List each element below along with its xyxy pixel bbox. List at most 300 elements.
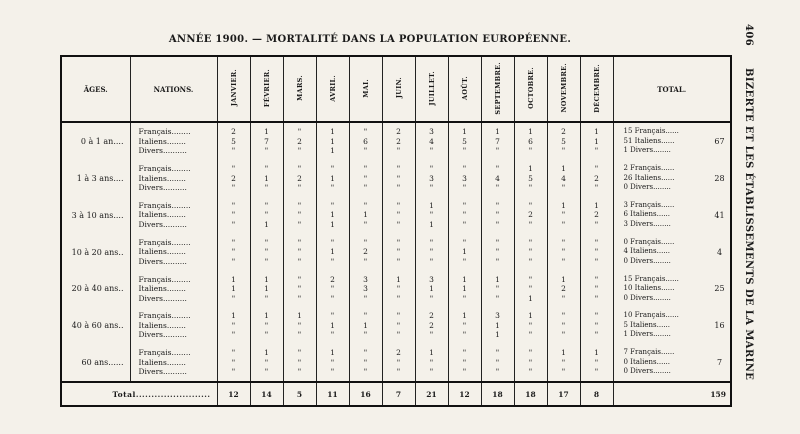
count-value: " [594,164,599,174]
month-cell [481,122,514,160]
count-value: " [429,357,434,367]
count-value: 1 [462,284,467,294]
count-value: " [594,320,599,330]
col-month: DÉCEMBRE. [580,56,613,122]
nation-label: Italiens........ [138,247,186,257]
count-value: " [561,311,566,321]
totals-row [61,382,731,406]
count-value: " [297,219,302,229]
count-value: " [495,200,500,210]
count-value: " [495,219,500,229]
count-value: " [528,200,533,210]
month-cell [514,234,547,271]
nation-label: Divers.......... [138,146,187,156]
month-cell [316,197,349,234]
count-value: 1 [462,274,467,284]
count-value: " [561,237,566,247]
count-value: " [297,237,302,247]
count-value: " [495,256,500,266]
group-total: 28 [714,173,725,183]
month-cell [349,197,382,234]
nation-label: Italiens........ [138,284,186,294]
count-value: 1 [330,348,335,358]
total-entry: 10 Français...... [623,311,679,320]
month-cell [448,122,481,160]
total-entry: 7 Français...... [623,348,675,357]
count-value: 2 [231,173,236,183]
group-total: 67 [714,136,725,146]
count-value: 1 [594,348,599,358]
month-cell [547,160,580,197]
count-value: " [330,237,335,247]
age-group-row [61,234,731,271]
count-value: 3 [429,127,434,137]
total-entry: 0 Italiens...... [623,357,671,366]
count-value: 1 [231,311,236,321]
month-cell [382,122,415,160]
count-value: " [495,348,500,358]
count-value: " [396,164,401,174]
count-value: " [264,247,269,257]
count-value: " [396,320,401,330]
month-cell [217,122,250,160]
month-cell [382,344,415,382]
month-cell [382,270,415,307]
count-value: 1 [264,348,269,358]
count-value: " [396,183,401,193]
age-label: 0 à 1 an.... [80,136,124,146]
total-entry: 15 Français...... [623,274,679,283]
count-value: " [429,210,434,220]
count-value: 1 [264,127,269,137]
total-entry: 2 Français...... [623,164,675,173]
count-value: 1 [561,274,566,284]
month-cell [481,234,514,271]
count-value: 1 [264,173,269,183]
total-breakdown [613,307,709,344]
count-value: " [330,284,335,294]
count-value: " [561,256,566,266]
count-value: " [429,146,434,156]
count-value: 2 [396,136,401,146]
count-value: " [330,293,335,303]
count-value: " [297,247,302,257]
count-value: " [495,164,500,174]
month-total: 11 [316,382,349,406]
col-month: JUIN. [382,56,415,122]
count-value: " [330,311,335,321]
month-cell [415,344,448,382]
count-value: " [297,348,302,358]
count-value: 3 [495,311,500,321]
count-value: 1 [495,320,500,330]
count-value: " [363,127,368,137]
month-cell [349,234,382,271]
nations-cell [130,160,217,197]
count-value: " [429,367,434,377]
month-cell [349,307,382,344]
nation-label: Italiens........ [138,173,186,183]
count-value: 3 [462,173,467,183]
count-value: 5 [462,136,467,146]
count-value: " [231,146,236,156]
count-value: 1 [429,219,434,229]
col-month: JANVIER. [217,56,250,122]
count-value: " [561,146,566,156]
count-value: " [528,320,533,330]
col-total: TOTAL. [613,56,731,122]
count-value: 1 [594,200,599,210]
count-value: 2 [561,127,566,137]
age-label: 3 à 10 ans.... [71,210,124,220]
nation-label: Français........ [138,348,191,358]
total-entry: 3 Divers........ [623,219,671,228]
count-value: " [330,183,335,193]
count-value: " [429,164,434,174]
count-value: " [264,357,269,367]
count-value: " [528,256,533,266]
nations-cell [130,122,217,160]
month-cell [382,234,415,271]
grand-total: 159 [613,382,731,406]
count-value: 1 [528,311,533,321]
count-value: " [561,247,566,257]
count-value: 1 [264,219,269,229]
month-cell [217,270,250,307]
count-value: 2 [429,320,434,330]
count-value: " [429,256,434,266]
count-value: " [231,293,236,303]
count-value: " [396,219,401,229]
total-entry: 1 Divers........ [623,146,671,155]
count-value: " [561,219,566,229]
total-entry: 10 Italiens...... [623,284,675,293]
count-value: " [429,237,434,247]
month-cell [217,344,250,382]
count-value: 5 [231,136,236,146]
count-value: " [528,367,533,377]
month-cell [316,122,349,160]
count-value: " [330,164,335,174]
count-value: " [528,348,533,358]
month-cell [250,270,283,307]
month-cell [514,270,547,307]
count-value: " [231,237,236,247]
month-cell [514,344,547,382]
count-value: " [363,183,368,193]
month-cell [547,307,580,344]
month-cell [415,270,448,307]
count-value: " [363,173,368,183]
count-value: " [396,293,401,303]
count-value: " [495,247,500,257]
count-value: 1 [594,136,599,146]
count-value: " [231,247,236,257]
nation-label: Divers.......... [138,293,187,303]
age-group-row [61,122,731,160]
count-value: " [462,146,467,156]
count-value: " [231,330,236,340]
count-value: " [297,210,302,220]
month-total: 14 [250,382,283,406]
header-row [61,56,731,122]
count-value: " [528,330,533,340]
count-value: " [264,210,269,220]
count-value: 1 [429,348,434,358]
count-value: " [528,284,533,294]
count-value: " [462,200,467,210]
count-value: 2 [594,210,599,220]
nations-cell [130,234,217,271]
month-cell [481,197,514,234]
month-total: 17 [547,382,580,406]
total-entry: 0 Divers........ [623,183,671,192]
count-value: " [330,357,335,367]
count-value: " [495,293,500,303]
count-value: 1 [495,127,500,137]
nation-label: Divers.......... [138,367,187,377]
nation-label: Italiens........ [138,320,186,330]
count-value: 1 [594,127,599,137]
month-cell [316,270,349,307]
month-cell [415,197,448,234]
month-total: 7 [382,382,415,406]
month-cell [217,234,250,271]
count-value: " [297,274,302,284]
month-cell [349,270,382,307]
count-value: 1 [462,127,467,137]
month-cell [514,197,547,234]
count-value: 1 [429,200,434,210]
count-value: 5 [528,173,533,183]
count-value: " [231,164,236,174]
total-entry: 0 Divers........ [623,367,671,376]
month-cell [547,122,580,160]
month-cell [283,160,316,197]
count-value: " [231,210,236,220]
count-value: " [297,200,302,210]
count-value: " [429,247,434,257]
count-value: " [495,357,500,367]
count-value: " [396,200,401,210]
month-cell [580,344,613,382]
month-cell [448,234,481,271]
month-cell [283,122,316,160]
nation-label: Français........ [138,274,191,284]
count-value: 2 [297,173,302,183]
col-month: SEPTEMBRE. [481,56,514,122]
col-month: AOÛT. [448,56,481,122]
count-value: " [363,311,368,321]
count-value: 1 [330,127,335,137]
month-cell [250,234,283,271]
col-month: OCTOBRE. [514,56,547,122]
side-running-head [741,24,763,419]
month-total: 16 [349,382,382,406]
col-month: MARS. [283,56,316,122]
count-value: " [396,367,401,377]
count-value: 2 [594,173,599,183]
count-value: 3 [429,173,434,183]
age-group-row [61,270,731,307]
count-value: " [495,284,500,294]
month-cell [481,160,514,197]
count-value: " [297,164,302,174]
count-value: " [462,320,467,330]
count-value: " [462,348,467,358]
count-value: " [429,293,434,303]
count-value: " [297,367,302,377]
running-title: BIZERTE ET LES ÉTABLISSEMENTS DE LA MARINE [743,68,754,381]
month-cell [514,160,547,197]
count-value: " [561,183,566,193]
month-cell [283,234,316,271]
count-value: " [231,320,236,330]
count-value: 1 [429,284,434,294]
count-value: " [429,330,434,340]
count-value: 1 [264,274,269,284]
month-cell [316,307,349,344]
count-value: " [396,247,401,257]
count-value: " [297,330,302,340]
month-cell [580,122,613,160]
month-cell [547,344,580,382]
count-value: 1 [330,136,335,146]
count-value: 1 [297,311,302,321]
col-month: FÉVRIER. [250,56,283,122]
month-cell [547,197,580,234]
count-value: " [462,330,467,340]
total-entry: 26 Italiens...... [623,173,675,182]
group-total: 16 [714,321,725,331]
month-cell [382,307,415,344]
count-value: 2 [330,274,335,284]
count-value: " [561,330,566,340]
total-entry: 0 Divers........ [623,293,671,302]
count-value: " [594,311,599,321]
count-value: 6 [363,136,368,146]
count-value: 5 [561,136,566,146]
count-value: 1 [330,247,335,257]
count-value: " [363,164,368,174]
total-entry: 6 Italiens...... [623,210,671,219]
month-cell [283,307,316,344]
month-cell [448,344,481,382]
count-value: 1 [462,311,467,321]
count-value: " [264,330,269,340]
month-cell [283,270,316,307]
group-total: 25 [714,284,725,294]
month-cell [415,122,448,160]
count-value: " [528,219,533,229]
count-value: " [363,146,368,156]
count-value: " [594,146,599,156]
month-total: 5 [283,382,316,406]
count-value: " [297,357,302,367]
count-value: 1 [330,320,335,330]
month-cell [217,307,250,344]
age-label: 10 à 20 ans.. [71,247,124,257]
count-value: " [462,357,467,367]
count-value: " [462,293,467,303]
count-value: " [561,367,566,377]
count-value: " [297,256,302,266]
count-value: " [330,367,335,377]
col-nations: NATIONS. [130,56,217,122]
count-value: " [231,367,236,377]
age-label: 20 à 40 ans.. [71,284,124,294]
month-cell [448,307,481,344]
month-cell [250,344,283,382]
count-value: " [264,146,269,156]
nation-label: Italiens........ [138,357,186,367]
page-title: ANNÉE 1900. — MORTALITÉ DANS LA POPULATION EUROPÉENNE. [168,34,572,45]
count-value: " [264,293,269,303]
month-cell [250,197,283,234]
count-value: " [396,311,401,321]
age-group-row [61,307,731,344]
col-ages: ÂGES. [61,56,130,122]
count-value: 6 [528,136,533,146]
count-value: 7 [495,136,500,146]
month-cell [283,197,316,234]
month-cell [382,197,415,234]
group-total: 7 [716,358,723,368]
age-label: 1 à 3 ans.... [76,173,124,183]
count-value: " [330,200,335,210]
total-breakdown [613,234,709,271]
month-total: 18 [481,382,514,406]
age-group-row [61,160,731,197]
month-cell [250,122,283,160]
month-cell [316,344,349,382]
age-label: 60 ans...... [81,358,124,368]
page-number: 406 [743,24,754,47]
month-cell [349,160,382,197]
count-value: " [363,348,368,358]
month-cell [448,197,481,234]
month-cell [448,160,481,197]
month-total: 21 [415,382,448,406]
total-entry: 0 Divers........ [623,256,671,265]
count-value: 1 [528,164,533,174]
count-value: 2 [429,311,434,321]
total-entry: 3 Français...... [623,200,675,209]
nation-label: Divers.......... [138,183,187,193]
count-value: 1 [264,284,269,294]
count-value: " [396,210,401,220]
col-month: JUILLET. [415,56,448,122]
count-value: " [396,330,401,340]
age-group-row [61,197,731,234]
nation-label: Divers.......... [138,330,187,340]
count-value: 3 [429,274,434,284]
count-value: " [495,146,500,156]
count-value: " [396,173,401,183]
count-value: " [495,237,500,247]
age-label: 40 à 60 ans.. [71,321,124,331]
count-value: " [594,357,599,367]
group-total: 41 [714,210,725,220]
count-value: 4 [495,173,500,183]
count-value: " [528,146,533,156]
month-cell [580,197,613,234]
count-value: " [462,210,467,220]
count-value: " [396,237,401,247]
count-value: " [429,183,434,193]
month-cell [415,160,448,197]
count-value: 1 [495,274,500,284]
